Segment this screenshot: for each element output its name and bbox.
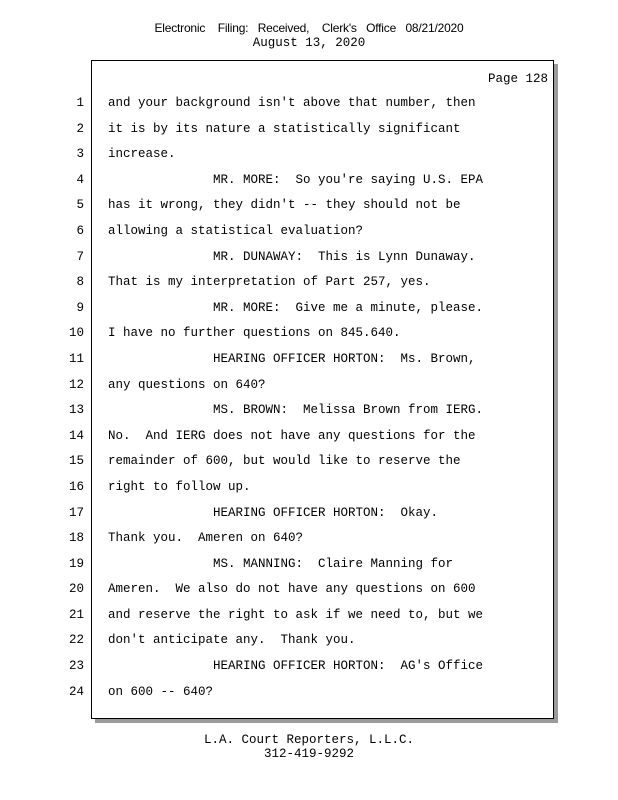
transcript-line [0,376,560,402]
line-text: remainder of 600, but would like to reserve the [108,454,461,469]
line-number: 13 [68,403,84,418]
transcript-line [0,657,560,683]
line-text: MS. MANNING: Claire Manning for [108,556,454,571]
transcript-line [0,324,560,350]
line-text: That is my interpretation of Part 257, yes. [108,275,431,290]
transcript-line [0,555,560,581]
line-text: MR. MORE: Give me a minute, please. [108,300,484,315]
transcript-line [0,196,560,222]
line-text: right to follow up. [108,479,251,494]
transcript-line [0,504,560,530]
line-text: Thank you. Ameren on 640? [108,531,304,546]
line-text: HEARING OFFICER HORTON: Ms. Brown, [108,351,476,366]
transcript-line [0,94,560,120]
line-number: 5 [76,198,84,213]
line-text: allowing a statistical evaluation? [108,223,364,238]
line-number: 4 [76,172,84,187]
line-number: 18 [68,531,84,546]
line-number: 14 [68,428,84,443]
line-number: 22 [68,633,84,648]
line-number: 9 [76,300,84,315]
line-number: 10 [68,326,84,341]
line-text: it is by its nature a statistically significant [108,121,461,136]
transcript-lines [0,94,560,708]
line-text: MS. BROWN: Melissa Brown from IERG. [108,403,484,418]
line-text: MR. MORE: So you're saying U.S. EPA [108,172,484,187]
transcript-line [0,145,560,171]
transcript-line [0,683,560,709]
line-text: any questions on 640? [108,377,266,392]
transcript-line [0,248,560,274]
footer-phone: 312-419-9292 [263,747,354,761]
transcript-line [0,478,560,504]
line-number: 6 [76,223,84,238]
transcript-line [0,273,560,299]
line-text: HEARING OFFICER HORTON: Okay. [108,505,439,520]
line-text: Ameren. We also do not have any questions on 600 [108,582,476,597]
line-number: 16 [68,479,84,494]
line-text: has it wrong, they didn't -- they should not be [108,198,461,213]
filing-stamp-header: Electronic Filing: Received, Clerk's Office 08/21/2020 [154,21,464,35]
line-text: increase. [108,147,176,162]
line-text: No. And IERG does not have any questions for the [108,428,476,443]
transcript-line [0,299,560,325]
line-text: don't anticipate any. Thank you. [108,633,356,648]
transcript-line [0,222,560,248]
transcript-line [0,427,560,453]
line-text: MR. DUNAWAY: This is Lynn Dunaway. [108,249,476,264]
transcript-line [0,350,560,376]
transcript-date: August 13, 2020 [252,36,366,50]
footer-company: L.A. Court Reporters, L.L.C. [203,733,415,747]
line-number: 15 [68,454,84,469]
transcript-line [0,631,560,657]
transcript-line [0,580,560,606]
line-number: 7 [76,249,84,264]
line-number: 20 [68,582,84,597]
transcript-line [0,529,560,555]
line-number: 21 [68,607,84,622]
line-number: 11 [68,351,84,366]
line-number: 19 [68,556,84,571]
line-number: 17 [68,505,84,520]
transcript-line [0,452,560,478]
line-number: 23 [68,659,84,674]
line-text: on 600 -- 640? [108,684,214,699]
line-number: 8 [76,275,84,290]
line-text: HEARING OFFICER HORTON: AG's Office [108,659,484,674]
line-number: 3 [76,147,84,162]
line-number: 12 [68,377,84,392]
transcript-line [0,171,560,197]
transcript-line [0,606,560,632]
transcript-line [0,120,560,146]
line-text: and your background isn't above that number, then [108,96,476,110]
line-number: 24 [68,684,84,699]
page-number: Page 128 [488,72,549,86]
line-number: 1 [76,96,84,110]
line-number: 2 [76,121,84,136]
line-text: and reserve the right to ask if we need to, but we [108,607,484,622]
line-text: I have no further questions on 845.640. [108,326,401,341]
transcript-line [0,401,560,427]
